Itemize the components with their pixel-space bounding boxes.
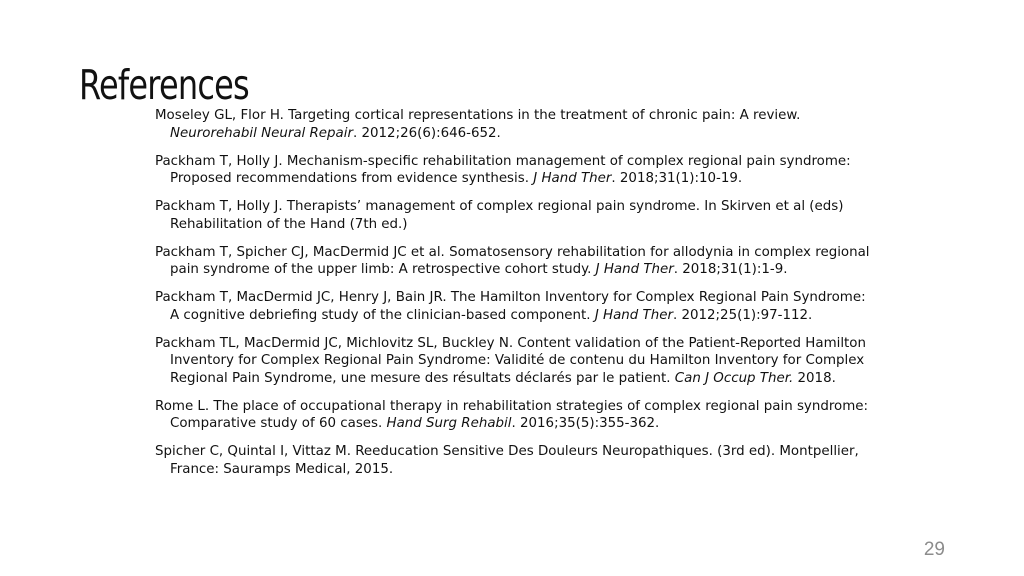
reference-item (155, 398, 875, 433)
reference-item (155, 107, 875, 142)
journal-name: Neurorehabil Neural Repair (170, 125, 353, 141)
reference-citation: . 2012;25(1):97-112. (672, 307, 813, 323)
journal-name: Can J Occup Ther. (674, 370, 794, 386)
reference-item (155, 443, 875, 478)
reference-citation: . 2018;31(1):10-19. (611, 171, 743, 186)
reference-citation: . 2012;26(6):646-652. (352, 125, 501, 141)
reference-text: Spicher C, Quintal I, Vittaz M. Reeducation Sensitive Des Douleurs Neuropathiques. (3rd ed). Montpellier, France: Sauramps Medical, 2015. (155, 444, 859, 477)
page-number: 29 (923, 539, 945, 560)
reference-list (155, 107, 875, 489)
reference-text: Packham T, Spicher CJ, MacDermid JC et al. Somatosensory rehabilitation for allodynia in complex regional pain syndrome of the upper limb: A retrospective cohort study. (155, 244, 870, 277)
reference-citation: . 2018;31(1):1-9. (673, 262, 788, 277)
journal-name: J Hand Ther (595, 262, 674, 277)
reference-text: Moseley GL, Flor H. Targeting cortical representations in the treatment of chronic pain: A review. (155, 108, 801, 123)
reference-citation: . 2016;35(5):355-362. (511, 416, 660, 431)
journal-name: J Hand Ther (533, 171, 612, 186)
reference-text: Packham T, Holly J. Mechanism-specific rehabilitation management of complex regional pain syndrome: Proposed recommendations from evidence synthesis. (155, 153, 851, 186)
reference-citation: 2018. (793, 370, 836, 386)
reference-item (155, 335, 875, 388)
reference-item (155, 289, 875, 324)
slide-title: References (79, 61, 249, 109)
journal-name: Hand Surg Rehabil (386, 416, 512, 431)
reference-text: Packham TL, MacDermid JC, Michlovitz SL, Buckley N. Content validation of the Patient-Reported Hamilton Inventory for Complex Regional Pain Syndrome: Validité de contenu du Hamilton Inventory for Complex Regional Pain Syndrome, une mesure des résultats déclarés par le patient. (155, 335, 866, 386)
reference-item (155, 244, 875, 279)
reference-item (155, 153, 875, 188)
reference-text: Rome L. The place of occupational therapy in rehabilitation strategies of complex regional pain syndrome: Comparative study of 60 cases. (155, 398, 869, 431)
reference-text: Packham T, Holly J. Therapists’ management of complex regional pain syndrome. In Skirven et al (eds) Rehabilitation of the Hand (7th ed.) (155, 199, 844, 232)
reference-item (155, 198, 875, 233)
reference-text: Packham T, MacDermid JC, Henry J, Bain JR. The Hamilton Inventory for Complex Regional Pain Syndrome: A cognitive debriefing study of the clinician-based component. (155, 290, 866, 323)
journal-name: J Hand Ther (594, 307, 673, 323)
